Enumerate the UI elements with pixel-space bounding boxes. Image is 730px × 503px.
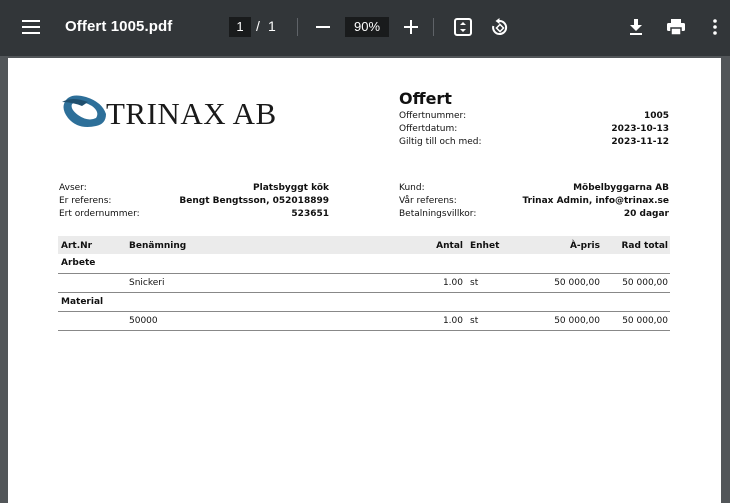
- fit-page-icon[interactable]: [452, 16, 474, 38]
- your-order-number-value: 523651: [291, 209, 329, 219]
- zoom-out-icon[interactable]: [313, 17, 333, 37]
- toolbar-divider: [297, 18, 298, 36]
- column-header-price: À-pris: [569, 241, 600, 251]
- column-header-artnr: Art.Nr: [61, 241, 93, 251]
- column-header-qty: Antal: [436, 241, 463, 251]
- your-reference-value: Bengt Bengtsson, 052018899: [179, 196, 329, 206]
- offer-date-label: Offertdatum:: [399, 124, 458, 134]
- zoom-level-input[interactable]: 90%: [345, 17, 389, 37]
- row-total: 50 000,00: [622, 278, 668, 288]
- row-qty: 1.00: [442, 316, 463, 326]
- your-order-number-label: Ert ordernummer:: [59, 209, 140, 219]
- row-total: 50 000,00: [622, 316, 668, 326]
- column-header-total: Rad total: [621, 241, 668, 251]
- more-icon[interactable]: [706, 16, 724, 38]
- pdf-toolbar: [0, 0, 730, 56]
- table-row: [58, 274, 670, 292]
- offer-date-row: [399, 123, 669, 136]
- document-title: Offert 1005.pdf: [65, 18, 173, 35]
- group-name: Material: [61, 297, 104, 307]
- your-reference-label: Er referens:: [59, 196, 112, 206]
- print-icon[interactable]: [665, 16, 687, 38]
- customer-label: Kund:: [399, 183, 425, 193]
- column-header-unit: Enhet: [470, 241, 500, 251]
- pdf-page: [8, 58, 721, 503]
- your-reference-row: [59, 195, 329, 208]
- column-header-name: Benämning: [129, 241, 187, 251]
- row-price: 50 000,00: [554, 278, 600, 288]
- customer-row: [399, 182, 669, 195]
- offer-number-label: Offertnummer:: [399, 111, 467, 121]
- page-total: 1: [268, 18, 276, 34]
- offer-number-value: 1005: [643, 111, 669, 121]
- offer-title: Offert: [399, 89, 452, 108]
- row-name: Snickeri: [129, 278, 165, 288]
- group-row: [58, 293, 670, 311]
- company-logo-text: TRINAX AB: [106, 96, 277, 131]
- customer-value: Möbelbyggarna AB: [573, 183, 669, 193]
- valid-until-value: 2023-11-12: [611, 137, 669, 147]
- table-row: [58, 312, 670, 330]
- rotate-icon[interactable]: [488, 16, 510, 38]
- payment-terms-label: Betalningsvillkor:: [399, 209, 477, 219]
- row-unit: st: [470, 316, 479, 326]
- offer-number-row: [399, 110, 669, 123]
- our-reference-value: Trinax Admin, info@trinax.se: [522, 196, 669, 206]
- divider: [58, 330, 670, 331]
- toolbar-divider: [433, 18, 434, 36]
- zoom-in-icon[interactable]: [401, 17, 421, 37]
- row-price: 50 000,00: [554, 316, 600, 326]
- row-name: 50000: [129, 316, 158, 326]
- valid-until-row: [399, 136, 669, 149]
- payment-terms-value: 20 dagar: [623, 209, 669, 219]
- menu-icon[interactable]: [18, 16, 44, 38]
- page-number-input[interactable]: 1: [229, 17, 251, 37]
- offer-date-value: 2023-10-13: [611, 124, 669, 134]
- row-qty: 1.00: [442, 278, 463, 288]
- table-header: [58, 236, 670, 254]
- download-icon[interactable]: [625, 16, 647, 38]
- row-unit: st: [470, 278, 479, 288]
- group-name: Arbete: [61, 258, 96, 268]
- our-reference-row: [399, 195, 669, 208]
- valid-until-label: Giltig till och med:: [399, 137, 482, 147]
- your-order-number-row: [59, 208, 329, 221]
- group-row: [58, 254, 670, 272]
- page-separator: /: [256, 18, 260, 34]
- subject-value: Platsbyggt kök: [253, 183, 329, 193]
- subject-label: Avser:: [59, 183, 87, 193]
- subject-row: [59, 182, 329, 195]
- our-reference-label: Vår referens:: [399, 196, 457, 206]
- payment-terms-row: [399, 208, 669, 221]
